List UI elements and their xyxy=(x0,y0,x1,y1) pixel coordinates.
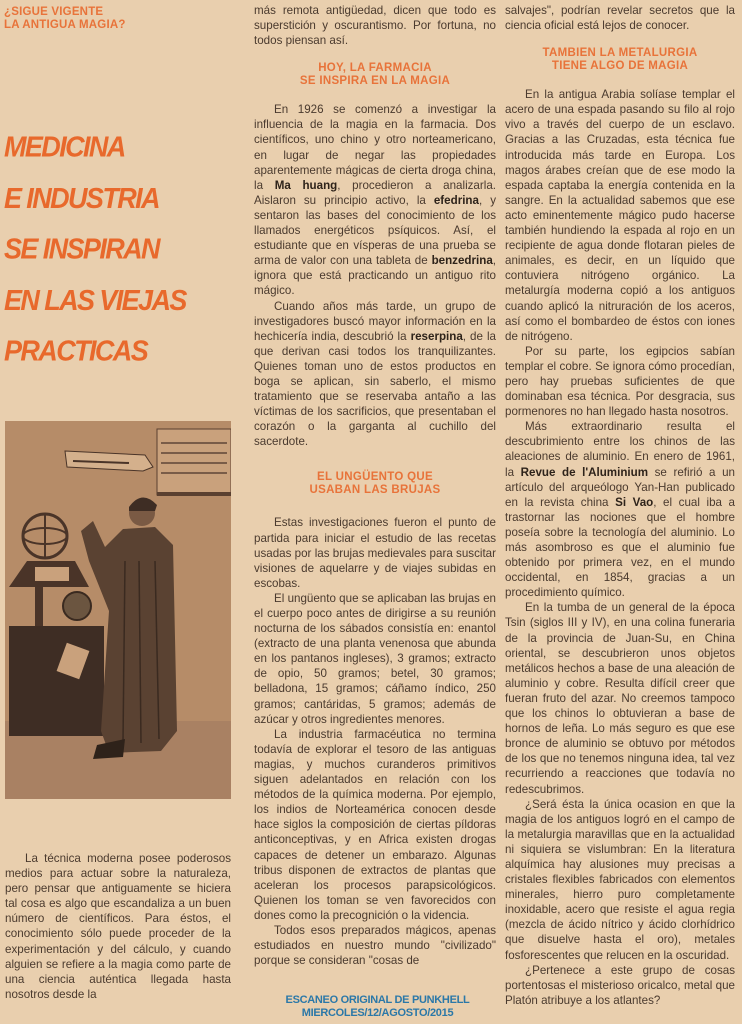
subheading-line: HOY, LA FARMACIA xyxy=(318,62,432,75)
kicker-line: LA ANTIGUA MAGIA? xyxy=(4,19,126,31)
astrologer-icon xyxy=(5,421,231,799)
bold-term: benzedrina xyxy=(431,254,493,268)
subheading-metalurgia xyxy=(505,47,735,73)
subheading-line: TAMBIEN LA METALURGIA xyxy=(542,47,698,60)
text: , el cual iba a trastornar las nociones que el hombre poseía sobre la tecnología del aluminio. Lo más asombroso es que el aluminio fue obtenido por primera vez, en el mundo occidental, en 1854, gracias a un procedimiento químico. xyxy=(505,495,735,600)
paragraph: En la tumba de un general de la época Tsin (siglos III y IV), en una colina funeraria de la provincia de Juan-Su, en China oriental, se descubrieron unos objetos metálicos hechos a base de una aleación de aluminio y cobre. Resulta difícil creer que fueran fruto del azar. No creemos tampoco que los chinos lo obtuvieran a base de hornos de leña. Lo más seguro es que ese bronce de aluminio se obtuvo por métodos de los que no tenemos ninguna idea, tal vez recurriendo a reacciones que todavía no redescubrimos. xyxy=(505,601,735,796)
headline-line: E INDUSTRIA xyxy=(4,182,159,214)
paragraph: La industria farmacéutica no termina todavía de explorar el tesoro de las antiguas magias, y muchos curanderos primitivos siguen adelantados en relación con los métodos de la química moderna. Por ejemplo, los indios de Norteamérica conocen desde hace siglos la composición de ciertas píldoras anticonceptivas, y en Africa existen drogas capaces de detener un embarazo. Algunas tribus disponen de extractos de plantas que aceleran los procesos parapsicológicos. Quienen los toman se ven favorecidos con dones como la precognición o la videncia. xyxy=(254,727,496,922)
headline-line: PRACTICAS xyxy=(4,335,148,367)
paragraph: salvajes", podrían revelar secretos que la ciencia oficial está lejos de conocer. xyxy=(505,4,735,33)
subheading-farmacia xyxy=(254,62,496,88)
column-2 xyxy=(254,3,496,968)
subheading-line: EL UNGÜENTO QUE xyxy=(317,471,433,484)
paragraph: En la antigua Arabia solíase templar el acero de una espada pasando su filo al rojo vivo a través del cuerpo de un esclavo. Gracias a las Cruzadas, esta técnica fue introducida más tarde en Europa. Los magos árabes creían que de ese modo la espada captaba la energía contenida en la sangre. En la actualidad sabemos que ese acto eminentemente mágico pudo hacerse también hundiendo la espada al rojo en un recipiente de agua donde flotaran pieles de animales, es decir, en un líquido que contuviera nitrógeno orgánico. La metalurgía moderna copió a los antiguos cuando aplicó la nitruración de los aceros, así como el bombardeo de éstos con iones de nitrógeno. xyxy=(505,88,735,343)
headline-line: EN LAS VIEJAS xyxy=(4,284,186,316)
paragraph: más remota antigüedad, dicen que todo es superstición y oscurantismo. Por fortuna, no todos piensan así. xyxy=(254,4,496,48)
text: se refirió a un artículo del arqueólogo Yan-Han publicado en la revista china xyxy=(505,465,735,509)
paragraph: Por su parte, los egipcios sabían templar el cobre. Se ignora cómo procedían, pero hay pruebas suficientes de que dominaban esa técnica. Por desgracia, sus pormenores no han llegado hasta nosotros. xyxy=(505,344,735,419)
subheading-line: SE INSPIRA EN LA MAGIA xyxy=(299,75,451,88)
headline xyxy=(4,122,234,377)
headline-line: SE INSPIRAN xyxy=(4,233,159,265)
bold-term: efedrina xyxy=(433,193,479,207)
paragraph: ¿Pertenece a este grupo de cosas portentosas el misterioso oricalco, metal que Platón atribuye a los atlantes? xyxy=(505,963,735,1007)
text: , ignora que está practicando un antiguo rito mágico. xyxy=(254,254,496,298)
subheading-unguento xyxy=(254,471,496,497)
column-1 xyxy=(5,851,231,1002)
subheading-line: USABAN LAS BRUJAS xyxy=(309,484,441,497)
paragraph xyxy=(254,102,496,298)
bold-term: Ma huang xyxy=(274,178,338,192)
text: , procedieron a analizarla. Aislaron su principio activo, la xyxy=(254,178,496,207)
medieval-astrologer-illustration xyxy=(5,421,231,799)
headline-line: MEDICINA xyxy=(4,131,125,163)
paragraph: ¿Será ésta la única ocasion en que la magia de los antiguos logró en el campo de la metalurgia maravillas que en la actualidad ni siquiera se vislumbran: En la literatura alquímica hay alusiones muy precisas a cristales flexibles fabricados con elementos minerales, hierro puro completamente inoxidable, acero que resiste el agua regia (mezcla de ácido nítrico y ácido clorhídrico que disuelve hasta el oro), metales fosforescentes que relucen en la oscuridad. xyxy=(505,797,735,962)
column-3 xyxy=(505,3,735,1008)
kicker xyxy=(4,6,126,32)
kicker-line: ¿SIGUE VIGENTE xyxy=(4,6,104,18)
paragraph: Todos esos preparados mágicos, apenas estudiados en nuestro mundo "civilizado" porque se consideran "cosas de xyxy=(254,923,496,968)
text: , y sentaron las bases del conocimiento de los llamados energéticos psíquicos. Así, el estudiante que en vísperas de una prueba se arma de valor con una tableta de xyxy=(254,193,496,268)
subheading-line: TIENE ALGO DE MAGIA xyxy=(551,60,689,73)
credit-line: MIERCOLES/12/AGOSTO/2015 xyxy=(301,1007,454,1019)
paragraph xyxy=(505,419,735,600)
bold-term: Si Vao xyxy=(615,495,654,509)
text: Cuando años más tarde, un grupo de investigadores buscó mayor información en la hechicería india, descubrió la xyxy=(254,299,496,343)
bold-term: Revue de l'Aluminium xyxy=(520,465,649,479)
text: , de la que derivan casi todos los tranquilizantes. Quienes toman uno de estos productos en boga se aplican, sin saberlo, el mismo tratamiento que se reservaba antaño a las víctimas de los sacrificios, que presentaban el corazón o la garganta al cuchillo del sacerdote. xyxy=(254,329,496,449)
bold-term: reserpina xyxy=(410,329,463,343)
paragraph: Estas investigaciones fueron el punto de partida para iniciar el estudio de las recetas usadas por las brujas medievales para suscitar visiones de aquelarre y de viajes subidas en escobas. xyxy=(254,516,496,590)
paragraph xyxy=(254,299,496,450)
text: En 1926 se comenzó a investigar la influencia de la magia en la farmacia. Dos científicos, uno chino y otro norteamericano, en lugar de negar las propiedades aparentemente mágicas de cierta droga china, la xyxy=(254,103,496,192)
text: Más extraordinario resulta el descubrimiento entre los chinos de las aleaciones de aluminio. En enero de 1961, la xyxy=(505,420,735,479)
paragraph: La técnica moderna posee poderosos medios para actuar sobre la naturaleza, pero pensar que antiguamente se hiciera tal cosa es algo que escandaliza a un buen número de científicos. Para éstos, el conocimiento sólo puede proceder de la experimentación y del cálculo, y cuando alguien se refiere a la magia como parte de una ciencia auténtica llegada hasta nosotros desde la xyxy=(5,852,231,1001)
paragraph: El ungüento que se aplicaban las brujas en el cuerpo poco antes de dirigirse a su reunión nocturna de los sábados consistía en: enantol (extracto de una planta venenosa que abunda en los pantanos ingleses), 3 gramos; extracto de opio, 50 gramos; betel, 30 gramos; belladona, 15 gramos; cáñamo índico, 250 gramos; cantáridas, 5 gramos; además de azúcar y otros ingredientes menores. xyxy=(254,591,496,726)
credit-line: ESCANEO ORIGINAL DE PUNKHELL xyxy=(285,994,470,1006)
scan-credit xyxy=(255,994,500,1020)
